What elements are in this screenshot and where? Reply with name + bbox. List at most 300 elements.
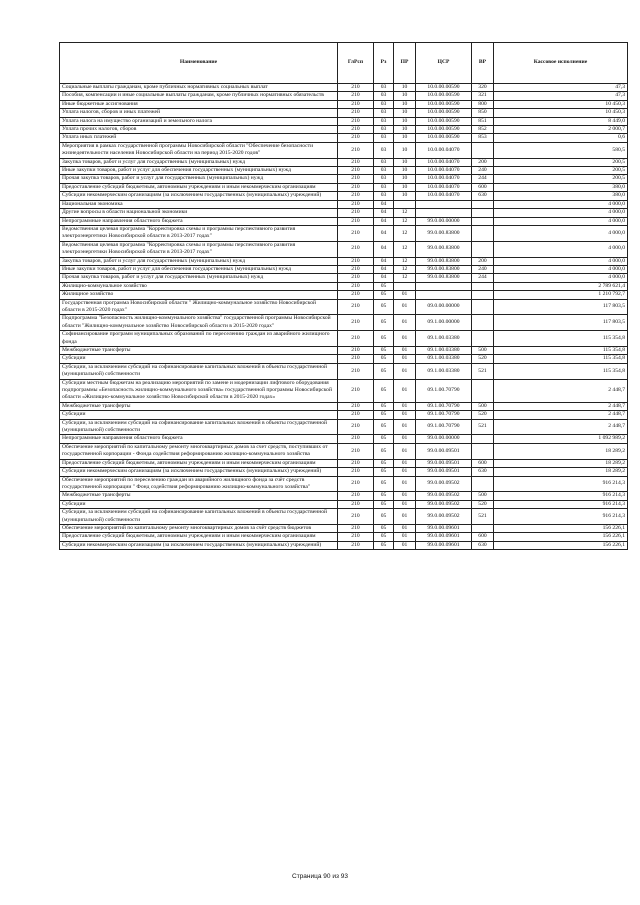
cell-csr: 10.0.00.00590 <box>416 100 472 108</box>
header-vr: ВР <box>472 43 494 84</box>
table-row <box>60 541 628 549</box>
cell-vr: 321 <box>472 92 494 100</box>
cell-name: Субсидии, за исключением субсидий на софинансирование капитальных вложений в объекты государственной (муниципальной) собственности <box>60 419 338 435</box>
cell-vr <box>472 299 494 315</box>
table-row <box>60 241 628 257</box>
cell-vr <box>472 225 494 241</box>
cell-rz: 03 <box>374 117 394 125</box>
cell-pr: 12 <box>394 209 416 217</box>
header-rz: Рз <box>374 43 394 84</box>
cell-amount: 4 000,0 <box>494 241 628 257</box>
cell-pr: 01 <box>394 468 416 476</box>
table-row <box>60 92 628 100</box>
cell-vr: 520 <box>472 355 494 363</box>
cell-name: Субсидии <box>60 411 338 419</box>
cell-vr: 853 <box>472 134 494 142</box>
cell-name: Субсидии, за исключением субсидий на софинансирование капитальных вложений в объекты государственной (муниципальной) собственности <box>60 363 338 379</box>
table-row <box>60 126 628 134</box>
cell-pr: 10 <box>394 126 416 134</box>
cell-amount: 380,0 <box>494 183 628 191</box>
cell-csr: 99.0.00.83800 <box>416 225 472 241</box>
cell-vr: 600 <box>472 459 494 467</box>
cell-name: Прочая закупка товаров, работ и услуг для государственных (муниципальных) нужд <box>60 274 338 282</box>
cell-grbs: 210 <box>338 299 374 315</box>
cell-pr: 10 <box>394 109 416 117</box>
cell-vr <box>472 291 494 299</box>
cell-pr: 01 <box>394 355 416 363</box>
cell-name: Субсидии местным бюджетам на реализацию мероприятий по замене и модернизации лифтового оборудования подпрограммы «Безопасность жилищно-коммунального хозяйства» государственной программы Новосибирской области «Жилищно-коммунальное хозяйство Новосибирской области в 2015-2020 годах» <box>60 379 338 402</box>
cell-csr: 09.1.00.70790 <box>416 402 472 410</box>
cell-rz: 05 <box>374 459 394 467</box>
table-body <box>60 84 628 550</box>
cell-csr: 99.0.00.09501 <box>416 459 472 467</box>
cell-name: Межбюджетные трансферты <box>60 492 338 500</box>
cell-vr: 240 <box>472 265 494 273</box>
cell-amount: 18 289,2 <box>494 459 628 467</box>
cell-pr: 01 <box>394 363 416 379</box>
cell-rz: 05 <box>374 315 394 331</box>
cell-rz: 04 <box>374 274 394 282</box>
cell-pr: 10 <box>394 192 416 200</box>
cell-pr: 01 <box>394 419 416 435</box>
cell-rz: 04 <box>374 257 394 265</box>
cell-name: Межбюджетные трансферты <box>60 402 338 410</box>
cell-grbs: 210 <box>338 142 374 158</box>
cell-name: Софинансирование программ муниципальных образований по переселению граждан из аварийного жилищного фонда <box>60 331 338 347</box>
cell-grbs: 210 <box>338 84 374 92</box>
cell-grbs: 210 <box>338 347 374 355</box>
cell-vr: 500 <box>472 402 494 410</box>
cell-csr: 10.0.00.00590 <box>416 126 472 134</box>
cell-pr: 01 <box>394 331 416 347</box>
cell-amount: 916 214,3 <box>494 500 628 508</box>
cell-csr: 10.0.00.00590 <box>416 134 472 142</box>
cell-name: Подпрограмма "Безопасность жилищно-коммунального хозяйства" государственной программы Новосибирской области "Жилищно-коммунальное хозяйство Новосибирской области в 2015-2020 годах" <box>60 315 338 331</box>
cell-name: Иные закупки товаров, работ и услуг для обеспечения государственных (муниципальных) нужд <box>60 265 338 273</box>
cell-rz: 03 <box>374 142 394 158</box>
table-row <box>60 402 628 410</box>
cell-vr: 600 <box>472 183 494 191</box>
cell-grbs: 210 <box>338 167 374 175</box>
table-row <box>60 142 628 158</box>
cell-pr: 01 <box>394 402 416 410</box>
table-row <box>60 331 628 347</box>
table-row <box>60 265 628 273</box>
cell-vr <box>472 142 494 158</box>
cell-vr <box>472 315 494 331</box>
cell-grbs: 210 <box>338 419 374 435</box>
cell-rz: 05 <box>374 476 394 492</box>
cell-csr: 99.0.00.09502 <box>416 492 472 500</box>
cell-name: Субсидии некоммерческим организациям (за исключением государственных (муниципальных) учреждений) <box>60 468 338 476</box>
cell-pr: 12 <box>394 265 416 273</box>
cell-grbs: 210 <box>338 274 374 282</box>
cell-csr: 99.0.00.09502 <box>416 509 472 525</box>
cell-rz: 05 <box>374 347 394 355</box>
cell-amount: 580,5 <box>494 142 628 158</box>
cell-csr: 99.0.00.83800 <box>416 265 472 273</box>
cell-name: Закупка товаров, работ и услуг для государственных (муниципальных) нужд <box>60 158 338 166</box>
page-number: Страница 90 из 93 <box>292 873 348 880</box>
cell-amount: 18 289,2 <box>494 468 628 476</box>
cell-grbs: 210 <box>338 291 374 299</box>
cell-rz: 04 <box>374 217 394 225</box>
cell-amount: 916 214,3 <box>494 509 628 525</box>
table-row <box>60 117 628 125</box>
cell-rz: 04 <box>374 241 394 257</box>
cell-grbs: 210 <box>338 363 374 379</box>
cell-csr: 09.0.00.00000 <box>416 299 472 315</box>
cell-csr: 99.0.00.00000 <box>416 217 472 225</box>
cell-pr: 01 <box>394 476 416 492</box>
cell-grbs: 210 <box>338 265 374 273</box>
cell-amount: 156 226,1 <box>494 533 628 541</box>
cell-pr: 10 <box>394 84 416 92</box>
cell-vr: 320 <box>472 84 494 92</box>
table-row <box>60 347 628 355</box>
cell-vr <box>472 524 494 532</box>
cell-grbs: 210 <box>338 175 374 183</box>
cell-csr: 09.1.00.00000 <box>416 315 472 331</box>
cell-pr: 01 <box>394 524 416 532</box>
cell-name: Прочая закупка товаров, работ и услуг для государственных (муниципальных) нужд <box>60 175 338 183</box>
table-row <box>60 209 628 217</box>
cell-amount: 156 226,1 <box>494 524 628 532</box>
cell-grbs: 210 <box>338 331 374 347</box>
cell-amount: 380,0 <box>494 192 628 200</box>
cell-vr <box>472 209 494 217</box>
cell-csr: 10.0.00.00590 <box>416 117 472 125</box>
cell-grbs: 210 <box>338 492 374 500</box>
cell-vr: 500 <box>472 347 494 355</box>
cell-name: Уплата иных платежей <box>60 134 338 142</box>
cell-amount: 2 000,7 <box>494 126 628 134</box>
cell-amount: 4 000,0 <box>494 217 628 225</box>
cell-grbs: 210 <box>338 183 374 191</box>
table-header-row <box>60 43 628 84</box>
cell-name: Государственная программа Новосибирской области " Жилищно-коммунальное хозяйство Новосибирской области в 2015-2020 годах" <box>60 299 338 315</box>
cell-name: Субсидии некоммерческим организациям (за исключением государственных (муниципальных) учреждений) <box>60 541 338 549</box>
cell-csr: 10.0.00.04070 <box>416 142 472 158</box>
cell-pr: 01 <box>394 509 416 525</box>
cell-csr: 10.0.00.04070 <box>416 183 472 191</box>
table-row <box>60 192 628 200</box>
cell-pr <box>394 282 416 290</box>
cell-name: Национальная экономика <box>60 200 338 208</box>
cell-amount: 4 000,0 <box>494 257 628 265</box>
cell-grbs: 210 <box>338 355 374 363</box>
cell-csr: 10.0.00.04070 <box>416 192 472 200</box>
cell-name: Другие вопросы в области национальной экономики <box>60 209 338 217</box>
cell-grbs: 210 <box>338 476 374 492</box>
cell-name: Уплата налогов, сборов и иных платежей <box>60 109 338 117</box>
cell-csr: 99.0.00.09601 <box>416 533 472 541</box>
table-row <box>60 524 628 532</box>
cell-rz: 03 <box>374 92 394 100</box>
cell-rz: 05 <box>374 468 394 476</box>
cell-vr: 500 <box>472 492 494 500</box>
cell-rz: 05 <box>374 291 394 299</box>
cell-vr: 600 <box>472 533 494 541</box>
cell-csr: 10.0.00.00590 <box>416 109 472 117</box>
cell-rz: 03 <box>374 100 394 108</box>
cell-pr: 01 <box>394 541 416 549</box>
cell-amount: 10 450,3 <box>494 100 628 108</box>
cell-rz: 05 <box>374 443 394 459</box>
cell-vr: 200 <box>472 257 494 265</box>
cell-grbs: 210 <box>338 379 374 402</box>
table-row <box>60 183 628 191</box>
cell-pr: 01 <box>394 500 416 508</box>
cell-name: Пособия, компенсации и иные социальные выплаты гражданам, кроме публичных нормативных обязательств <box>60 92 338 100</box>
cell-rz: 03 <box>374 167 394 175</box>
cell-amount: 115 354,8 <box>494 363 628 379</box>
cell-name: Закупка товаров, работ и услуг для государственных (муниципальных) нужд <box>60 257 338 265</box>
budget-table <box>59 42 628 550</box>
table-row <box>60 274 628 282</box>
cell-grbs: 210 <box>338 459 374 467</box>
cell-name: Обеспечение мероприятий по капитальному ремонту многоквартирных домов за счет средств, поступивших от государственной корпорации - Фонда содействия реформированию жилищно-коммунального хозяйства <box>60 443 338 459</box>
cell-csr: 99.0.00.00000 <box>416 435 472 443</box>
cell-amount: 0,6 <box>494 134 628 142</box>
cell-csr: 10.0.00.04070 <box>416 158 472 166</box>
cell-pr: 01 <box>394 291 416 299</box>
cell-vr <box>472 331 494 347</box>
cell-csr <box>416 209 472 217</box>
cell-amount: 2 448,7 <box>494 411 628 419</box>
cell-grbs: 210 <box>338 241 374 257</box>
table-row <box>60 200 628 208</box>
table-row <box>60 291 628 299</box>
cell-rz: 05 <box>374 492 394 500</box>
header-name: Наименование <box>60 43 338 84</box>
cell-name: Ведомственная целевая программа "Корректировка схемы и программы перспективного развития электроэнергетики Новосибирской области в 2013-2017 годах" <box>60 241 338 257</box>
cell-vr <box>472 476 494 492</box>
cell-vr <box>472 443 494 459</box>
cell-rz: 05 <box>374 363 394 379</box>
cell-grbs: 210 <box>338 117 374 125</box>
cell-rz: 05 <box>374 411 394 419</box>
table-row <box>60 217 628 225</box>
cell-csr: 99.0.00.09502 <box>416 500 472 508</box>
cell-vr: 520 <box>472 500 494 508</box>
cell-rz: 05 <box>374 419 394 435</box>
cell-vr: 630 <box>472 192 494 200</box>
header-amount: Кассовое исполнение <box>494 43 628 84</box>
cell-pr: 10 <box>394 92 416 100</box>
cell-grbs: 210 <box>338 435 374 443</box>
cell-rz: 05 <box>374 299 394 315</box>
table-row <box>60 379 628 402</box>
cell-csr: 09.1.00.03380 <box>416 355 472 363</box>
cell-rz: 03 <box>374 192 394 200</box>
cell-vr: 520 <box>472 411 494 419</box>
cell-rz: 03 <box>374 175 394 183</box>
cell-name: Предоставление субсидий бюджетным, автономным учреждениям и иным некоммерческим организациям <box>60 183 338 191</box>
cell-rz: 03 <box>374 126 394 134</box>
cell-pr: 12 <box>394 257 416 265</box>
cell-amount: 117 803,5 <box>494 315 628 331</box>
cell-csr <box>416 291 472 299</box>
cell-csr: 10.0.00.00590 <box>416 84 472 92</box>
cell-vr: 200 <box>472 158 494 166</box>
cell-rz: 05 <box>374 524 394 532</box>
cell-vr: 240 <box>472 167 494 175</box>
cell-rz: 05 <box>374 402 394 410</box>
cell-amount: 1 210 792,7 <box>494 291 628 299</box>
cell-vr: 521 <box>472 363 494 379</box>
cell-pr: 01 <box>394 379 416 402</box>
cell-grbs: 210 <box>338 134 374 142</box>
cell-csr: 09.1.00.70790 <box>416 419 472 435</box>
cell-grbs: 210 <box>338 126 374 134</box>
cell-vr: 521 <box>472 509 494 525</box>
cell-vr: 244 <box>472 175 494 183</box>
cell-grbs: 210 <box>338 443 374 459</box>
cell-csr <box>416 200 472 208</box>
table-row <box>60 419 628 435</box>
cell-grbs: 210 <box>338 158 374 166</box>
cell-name: Обеспечение мероприятий по переселению граждан из аварийного жилищного фонда за счёт средств государственной корпорации " Фонд содействия реформированию жилищно-коммунального хозяйства" <box>60 476 338 492</box>
cell-rz: 04 <box>374 225 394 241</box>
table-row <box>60 282 628 290</box>
cell-csr: 10.0.00.04070 <box>416 167 472 175</box>
cell-name: Обеспечение мероприятий по капитальному ремонту многоквартирных домов за счёт средств бюджетов <box>60 524 338 532</box>
cell-pr: 10 <box>394 134 416 142</box>
cell-csr: 99.0.00.83800 <box>416 257 472 265</box>
cell-grbs: 210 <box>338 468 374 476</box>
cell-pr: 01 <box>394 533 416 541</box>
cell-grbs: 210 <box>338 257 374 265</box>
cell-amount: 156 226,1 <box>494 541 628 549</box>
cell-pr: 01 <box>394 315 416 331</box>
cell-vr <box>472 282 494 290</box>
cell-name: Субсидии, за исключением субсидий на софинансирование капитальных вложений в объекты государственной (муниципальной) собственности <box>60 509 338 525</box>
cell-rz: 05 <box>374 533 394 541</box>
table-row <box>60 167 628 175</box>
table-row <box>60 459 628 467</box>
cell-pr: 10 <box>394 117 416 125</box>
cell-pr: 01 <box>394 492 416 500</box>
header-pr: ПР <box>394 43 416 84</box>
cell-name: Субсидии <box>60 355 338 363</box>
cell-amount: 1 092 989,2 <box>494 435 628 443</box>
cell-csr: 99.0.00.09501 <box>416 468 472 476</box>
cell-rz: 05 <box>374 355 394 363</box>
table-row <box>60 411 628 419</box>
cell-grbs: 210 <box>338 282 374 290</box>
cell-csr: 99.0.00.09601 <box>416 541 472 549</box>
cell-pr: 01 <box>394 459 416 467</box>
cell-rz: 04 <box>374 200 394 208</box>
cell-vr: 630 <box>472 468 494 476</box>
table-row <box>60 225 628 241</box>
table-row <box>60 84 628 92</box>
cell-amount: 8 449,0 <box>494 117 628 125</box>
header-csr: ЦСР <box>416 43 472 84</box>
cell-pr: 01 <box>394 443 416 459</box>
cell-name: Уплата прочих налогов, сборов <box>60 126 338 134</box>
budget-sheet <box>59 42 627 550</box>
cell-amount: 117 803,5 <box>494 299 628 315</box>
cell-rz: 05 <box>374 331 394 347</box>
cell-rz: 03 <box>374 158 394 166</box>
cell-name: Жилищно-коммунальное хозяйство <box>60 282 338 290</box>
cell-amount: 115 354,8 <box>494 355 628 363</box>
cell-amount: 4 000,0 <box>494 265 628 273</box>
table-row <box>60 500 628 508</box>
table-row <box>60 363 628 379</box>
cell-pr: 12 <box>394 274 416 282</box>
table-row <box>60 158 628 166</box>
cell-grbs: 210 <box>338 225 374 241</box>
cell-pr: 01 <box>394 411 416 419</box>
cell-csr: 09.1.00.03380 <box>416 331 472 347</box>
table-row <box>60 533 628 541</box>
table-row <box>60 443 628 459</box>
table-row <box>60 100 628 108</box>
header-grbs: ГлРсп <box>338 43 374 84</box>
cell-name: Непрограммные направления областного бюджета <box>60 217 338 225</box>
cell-csr: 10.0.00.00590 <box>416 92 472 100</box>
cell-pr: 12 <box>394 225 416 241</box>
cell-vr <box>472 379 494 402</box>
cell-pr: 10 <box>394 142 416 158</box>
cell-grbs: 210 <box>338 200 374 208</box>
cell-pr: 12 <box>394 217 416 225</box>
cell-grbs: 210 <box>338 100 374 108</box>
cell-name: Уплата налога на имущество организаций и земельного налога <box>60 117 338 125</box>
table-row <box>60 109 628 117</box>
cell-vr: 630 <box>472 541 494 549</box>
cell-vr: 851 <box>472 117 494 125</box>
cell-name: Иные бюджетные ассигнования <box>60 100 338 108</box>
cell-rz: 04 <box>374 265 394 273</box>
cell-grbs: 210 <box>338 411 374 419</box>
cell-grbs: 210 <box>338 402 374 410</box>
cell-pr: 10 <box>394 158 416 166</box>
cell-amount: 115 354,8 <box>494 347 628 355</box>
cell-vr: 800 <box>472 100 494 108</box>
table-row <box>60 257 628 265</box>
cell-grbs: 210 <box>338 541 374 549</box>
cell-grbs: 210 <box>338 92 374 100</box>
cell-grbs: 210 <box>338 192 374 200</box>
cell-amount: 2 448,7 <box>494 419 628 435</box>
cell-name: Социальные выплаты гражданам, кроме публичных нормативных социальных выплат <box>60 84 338 92</box>
cell-grbs: 210 <box>338 315 374 331</box>
cell-vr: 521 <box>472 419 494 435</box>
cell-vr: 852 <box>472 126 494 134</box>
cell-pr: 10 <box>394 183 416 191</box>
cell-amount: 115 354,8 <box>494 331 628 347</box>
cell-csr: 10.0.00.04070 <box>416 175 472 183</box>
cell-rz: 05 <box>374 541 394 549</box>
cell-rz: 05 <box>374 509 394 525</box>
cell-pr: 10 <box>394 167 416 175</box>
cell-amount: 10 450,3 <box>494 109 628 117</box>
cell-rz: 05 <box>374 282 394 290</box>
cell-rz: 03 <box>374 134 394 142</box>
cell-rz: 03 <box>374 109 394 117</box>
table-row <box>60 509 628 525</box>
cell-amount: 18 289,2 <box>494 443 628 459</box>
cell-name: Предоставление субсидий бюджетным, автономным учреждениям и иным некоммерческим организациям <box>60 459 338 467</box>
cell-name: Непрограммные направления областного бюджета <box>60 435 338 443</box>
cell-amount: 47,3 <box>494 84 628 92</box>
cell-pr: 01 <box>394 299 416 315</box>
cell-rz: 03 <box>374 84 394 92</box>
